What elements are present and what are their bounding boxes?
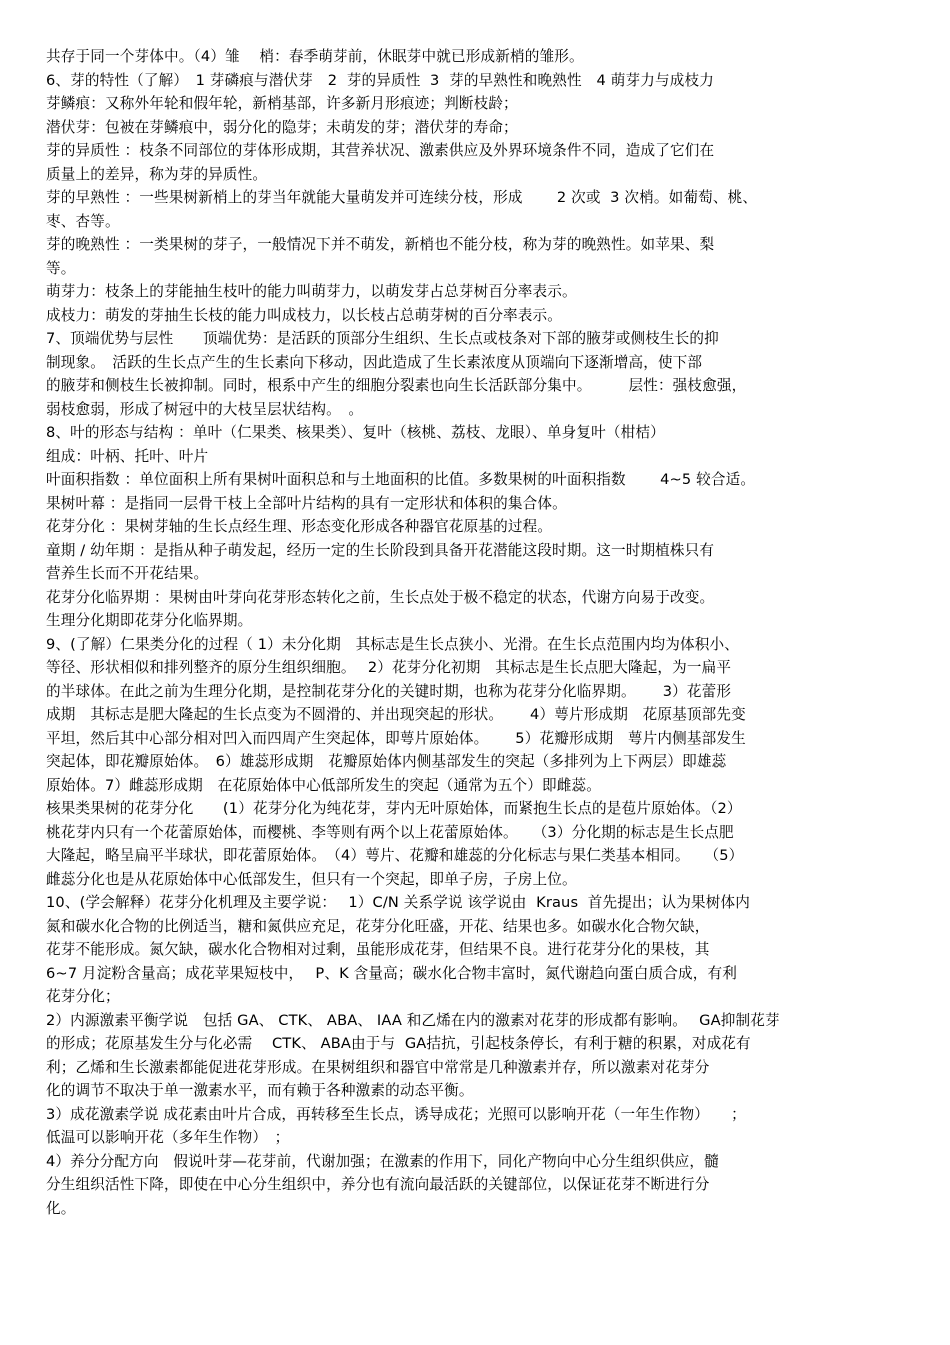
text-line: 童期 / 幼年期 ：是指从种子萌发起，经历一定的生长阶段到具备开花潜能这段时期。这一时期植株只有 <box>46 541 715 559</box>
text-line: 的形成；花原基发生分与化必需 CTK、 ABA由于与 GA拮抗，引起枝条停长，有利于糖的积累，对成花有 <box>46 1035 751 1052</box>
text-line: 8、叶的形态与结构 ：单叶（仁果类、核果类）、复叶（核桃、荔枝、龙眼）、单身复叶（柑桔） <box>46 424 665 441</box>
text-line: 成期 其标志是肥大隆起的生长点变为不圆滑的、并出现突起的形状。 4）萼片形成期 花原基顶部先变 <box>46 706 746 723</box>
text-line: 氮和碳水化合物的比例适当，糖和氮供应充足，花芽分化旺盛，开花、结果也多。如碳水化合物欠缺， <box>46 917 710 935</box>
text-line: 潜伏芽：包被在芽鳞痕中，弱分化的隐芽；未萌发的芽；潜伏芽的寿命； <box>46 118 518 136</box>
text-line: 平坦，然后其中心部分相对凹入而四周产生突起体，即萼片原始体。 5）花瓣形成期 萼片内侧基部发生 <box>46 729 746 747</box>
text-line: 质量上的差异，称为芽的异质性。 <box>46 165 268 183</box>
text-line: 组成：叶柄、托叶、叶片 <box>46 447 209 465</box>
text-line: 芽的早熟性 ：一些果树新梢上的芽当年就能大量萌发并可连续分枝，形成 2 次或 3 次梢。如葡萄、桃、 <box>46 189 758 206</box>
text-line: 桃花芽内只有一个花蕾原始体，而樱桃、李等则有两个以上花蕾原始体。 （3）分化期的标志是生长点肥 <box>46 823 734 841</box>
text-line: 芽鳞痕：又称外年轮和假年轮，新梢基部，许多新月形痕迹；判断枝龄； <box>46 95 518 112</box>
text-line: 果树叶幕 ：是指同一层骨干枝上全部叶片结构的具有一定形状和体积的集合体。 <box>46 494 567 512</box>
text-line: 花芽分化； <box>46 988 120 1005</box>
text-line: 6、芽的特性（了解） 1 芽磷痕与潜伏芽 2 芽的异质性 3 芽的早熟性和晚熟性 4 萌芽力与成枝力 <box>46 71 714 89</box>
text-line: 生理分化期即花芽分化临界期。 <box>46 612 253 629</box>
text-line: 分生组织活性下降，即使在中心分生组织中，养分也有流向最活跃的关键部位，以保证花芽不断进行分 <box>46 1176 710 1193</box>
text-line: 等。 <box>46 259 76 277</box>
text-line: 利；乙烯和生长激素都能促进花芽形成。在果树组织和器官中常常是几种激素并存，所以激素对花芽分 <box>46 1058 710 1076</box>
text-line: 3）成花激素学说 成花素由叶片合成，再转移至生长点，诱导成花；光照可以影响开花（一年生作物） ； <box>46 1105 746 1123</box>
text-line: 大隆起，略呈扁平半球状，即花蕾原始体。 （4）萼片、花瓣和雄蕊的分化标志与果仁类基本相同。 （5） <box>46 847 744 864</box>
text-line: 萌芽力：枝条上的芽能抽生枝叶的能力叫萌芽力，以萌发芽占总芽树百分率表示。 <box>46 283 577 300</box>
text-line: 的半球体。在此之前为生理分化期，是控制花芽分化的关键时期，也称为花芽分化临界期。 3）花蕾形 <box>46 682 732 700</box>
text-line: 4）养分分配方向 假说叶芽—花芽前，代谢加强；在激素的作用下，同化产物向中心分生组织供应，髓 <box>46 1152 719 1170</box>
text-line: 枣、杏等。 <box>46 212 120 230</box>
text-line: 花芽分化临界期 ：果树由叶芽向花芽形态转化之前，生长点处于极不稳定的状态，代谢方向易于改变。 <box>46 588 715 606</box>
text-line: 突起体，即花瓣原始体。 6）雄蕊形成期 花瓣原始体内侧基部发生的突起（多排列为上下两层）即雄蕊 <box>46 753 727 770</box>
text-line: 芽的异质性 ：枝条不同部位的芽体形成期，其营养状况、激素供应及外界环境条件不同，造成了它们在 <box>46 142 715 159</box>
text-line: 成枝力：萌发的芽抽生长枝的能力叫成枝力，以长枝占总萌芽树的百分率表示。 <box>46 306 563 324</box>
text-line: 弱枝愈弱，形成了树冠中的大枝呈层状结构。 。 <box>46 400 364 418</box>
text-line: 低温可以影响开花（多年生作物） ； <box>46 1129 290 1146</box>
text-line: 的腋芽和侧枝生长被抑制。同时，根系中产生的细胞分裂素也向生长活跃部分集中。 层性：强枝愈强， <box>46 377 747 394</box>
text-line: 9、(了解）仁果类分化的过程（ 1）未分化期 其标志是生长点狭小、光滑。在生长点范围内均为体积小、 <box>46 635 739 653</box>
text-line: 化的调节不取决于单一激素水平，而有赖于各种激素的动态平衡。 <box>46 1082 474 1099</box>
text-line: 叶面积指数 ：单位面积上所有果树叶面积总和与土地面积的比值。多数果树的叶面积指数 4~5 较合适。 <box>46 471 756 488</box>
text-line: 原始体。7）雌蕊形成期 在花原始体中心低部所发生的突起（通常为五个）即雌蕊。 <box>46 776 601 794</box>
text-line: 花芽不能形成。氮欠缺，碳水化合物相对过剩，虽能形成花芽，但结果不良。进行花芽分化的果枝，其 <box>46 941 710 958</box>
text-line: 2）内源激素平衡学说 包括 GA、 CTK、 ABA、 IAA 和乙烯在内的激素对花芽的形成都有影响。 GA抑制花芽 <box>46 1011 780 1029</box>
document-page <box>46 45 906 1220</box>
text-line: 营养生长而不开花结果。 <box>46 565 209 582</box>
text-line: 7、顶端优势与层性 顶端优势：是活跃的顶部分生组织、生长点或枝条对下部的腋芽或侧枝生长的抑 <box>46 330 719 347</box>
text-line: 核果类果树的花芽分化 (1）花芽分化为纯花芽，芽内无叶原始体，而紧抱生长点的是苞片原始体。（2） <box>46 800 742 817</box>
text-line: 共存于同一个芽体中。（4）雏 梢：春季萌芽前，休眠芽中就已形成新梢的雏形。 <box>46 48 584 65</box>
text-line: 6~7 月淀粉含量高；成花苹果短枝中， P、K 含量高；碳水化合物丰富时，氮代谢趋向蛋白质合成，有利 <box>46 964 737 982</box>
text-line: 芽的晚熟性 ：一类果树的芽子，一般情况下并不萌发，新梢也不能分枝，称为芽的晚熟性。如苹果、梨 <box>46 236 715 253</box>
text-line: 等径、形状相似和排列整齐的原分生组织细胞。 2）花芽分化初期 其标志是生长点肥大隆起，为一扁平 <box>46 659 732 676</box>
text-line: 10、(学会解释）花芽分化机理及主要学说： 1）C/N 关系学说 该学说由 Kraus 首先提出；认为果树体内 <box>46 894 750 911</box>
text-line: 制现象。 活跃的生长点产生的生长素向下移动，因此造成了生长素浓度从顶端向下逐渐增高，使下部 <box>46 353 703 371</box>
text-line: 雌蕊分化也是从花原始体中心低部发生，但只有一个突起，即单子房，子房上位。 <box>46 870 577 888</box>
text-line: 花芽分化 ：果树芽轴的生长点经生理、形态变化形成各种器官花原基的过程。 <box>46 518 553 535</box>
text-line: 化。 <box>46 1199 76 1217</box>
